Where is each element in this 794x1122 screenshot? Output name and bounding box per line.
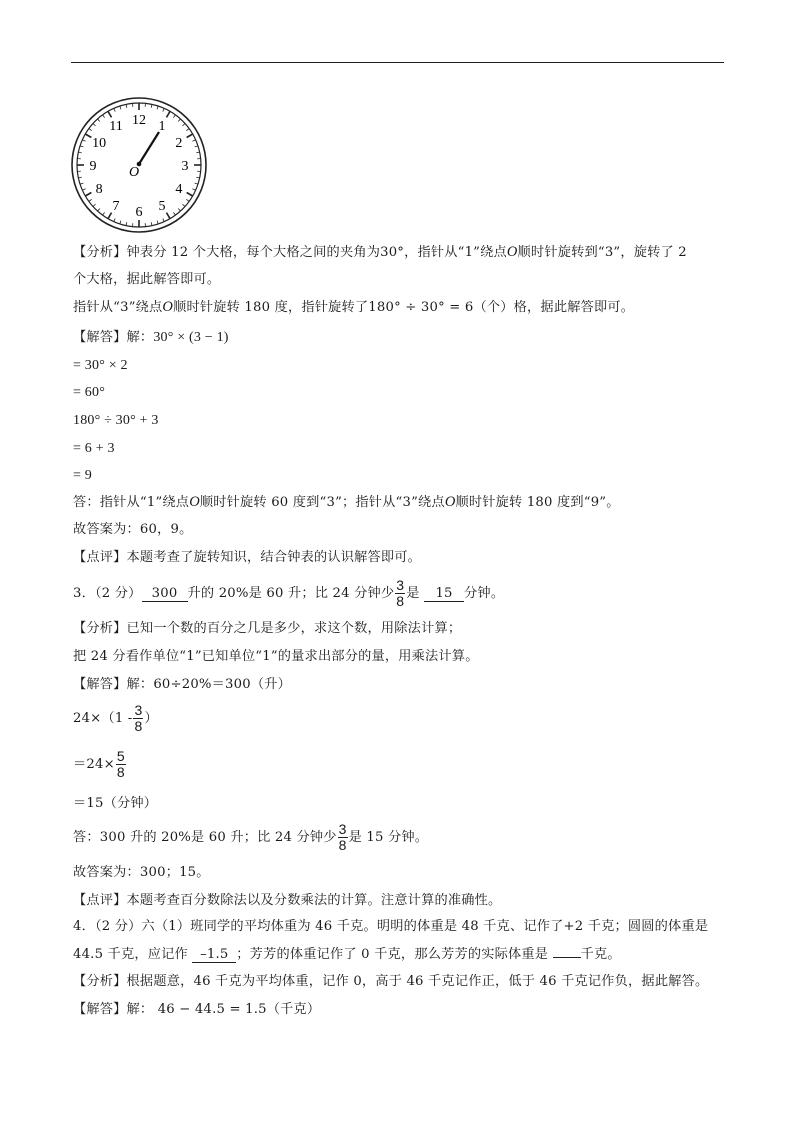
q4-blank-2 (553, 957, 581, 958)
q3-answer: 答：300 升的 20%是 60 升；比 24 分钟少 $\frac{3}{8}$ 是 15 分钟。 (73, 821, 429, 853)
q3-blank-2: 15 (424, 586, 464, 602)
clock-minor-tick (82, 189, 85, 190)
q3-analysis-line-2: 把 24 分看作单位“1”已知单位“1”的量求出部分的量，用乘法计算。 (73, 649, 479, 664)
clock-minor-tick (182, 204, 185, 206)
q2-solution-line-4: 180° ÷ 30° + 3 (73, 413, 159, 428)
clock-minor-tick (192, 140, 195, 141)
clock-hand (139, 132, 159, 164)
clock-number-7: 7 (112, 198, 120, 214)
q3-stem: 3．（2 分） 300 升的 20%是 60 升；比 24 分钟少 $\frac{3}{8}$ 是 15 分钟。 (73, 577, 505, 609)
clock-major-tick (187, 193, 193, 197)
clock-minor-tick (114, 218, 115, 221)
q2-analysis-line-1: 【分析】钟表分 12 个大格，每个大格之间的夹角为30°，指针从“1”绕点O顺时针旋转到“3”，旋转了 2 (73, 244, 687, 260)
clock-minor-tick (196, 177, 199, 178)
clock-minor-tick (98, 119, 100, 122)
clock-minor-tick (89, 199, 92, 201)
q2-solution-line-1: 【解答】解：30° × (3 − 1) (73, 330, 229, 345)
q3-solution-line-2: 24×（1 - $\frac{3}{8}$ ） (73, 702, 158, 734)
clock-major-tick (167, 111, 171, 117)
clock-minor-tick (98, 208, 100, 211)
clock-minor-tick (157, 221, 158, 224)
clock-number-10: 10 (92, 136, 107, 151)
clock-major-tick (108, 111, 112, 117)
clock-minor-tick (80, 183, 83, 184)
clock-minor-tick (192, 189, 195, 190)
clock-minor-tick (120, 221, 121, 224)
clock-number-3: 3 (181, 159, 189, 174)
clock-minor-tick (93, 204, 96, 206)
q3-comment: 【点评】本题考查百分数除法以及分数乘法的计算。注意计算的准确性。 (73, 893, 502, 908)
clock-minor-tick (163, 108, 164, 111)
q3-solution-line-4: ＝15（分钟） (73, 796, 158, 811)
clock-figure (70, 96, 208, 234)
clock-minor-tick (173, 115, 175, 118)
q3-solution-line-3: ＝24× $\frac{5}{8}$ (73, 748, 125, 780)
clock-minor-tick (178, 119, 180, 122)
q3-final-answer: 故答案为：300；15。 (73, 865, 210, 880)
clock-minor-tick (196, 152, 199, 153)
clock-minor-tick (78, 152, 81, 153)
q3-solution-line-1: 【解答】解：60÷20%＝300（升） (73, 677, 291, 692)
clock-minor-tick (151, 222, 152, 225)
q2-final-answer: 故答案为：60，9。 (73, 522, 193, 537)
q2-solution-line-6: = 9 (73, 468, 92, 483)
clock-number-6: 6 (135, 205, 143, 220)
clock-minor-tick (186, 199, 189, 201)
q4-stem-line-1: 4．（2 分）六（1）班同学的平均体重为 46 千克。明明的体重是 48 千克、记作了+2 千克；圆圆的体重是 (73, 919, 709, 934)
clock-number-1: 1 (158, 119, 166, 135)
clock-minor-tick (103, 115, 105, 118)
q2-analysis-line-2: 个大格，据此解答即可。 (73, 272, 221, 287)
clock-minor-tick (78, 177, 81, 178)
clock-minor-tick (151, 104, 152, 107)
clock-minor-tick (178, 208, 180, 211)
clock-minor-tick (126, 222, 127, 225)
clock-number-2: 2 (175, 136, 183, 151)
clock-minor-tick (93, 124, 96, 126)
clock-minor-tick (114, 108, 115, 111)
clock-minor-tick (120, 106, 121, 109)
clock-number-12: 12 (132, 113, 146, 128)
clock-major-tick (108, 213, 112, 219)
q3-solution-fraction-2: $\frac{5}{8}$ (116, 748, 125, 780)
header-rule (71, 62, 724, 63)
q4-stem-line-2: 44.5 千克，应记作 –1.5 ；芳芳的体重记作了 0 千克，那么芳芳的实际体重是 千克。 (73, 947, 621, 962)
clock-minor-tick (103, 212, 105, 215)
clock-minor-tick (186, 129, 189, 131)
q3-fraction: $\frac{3}{8}$ (396, 577, 405, 609)
clock-minor-tick (126, 104, 127, 107)
clock-major-tick (167, 213, 171, 219)
q2-comment: 【点评】本题考查了旋转知识，结合钟表的认识解答即可。 (73, 550, 422, 565)
clock-major-tick (187, 134, 193, 138)
q4-solution: 【解答】解： 46 − 44.5 = 1.5（千克） (73, 1002, 321, 1017)
q3-solution-fraction: $\frac{3}{8}$ (134, 702, 143, 734)
q3-blank-1: 300 (142, 586, 188, 602)
q4-blank-1: –1.5 (192, 947, 236, 963)
clock-number-9: 9 (89, 159, 97, 174)
clock-minor-tick (182, 124, 185, 126)
clock-number-11: 11 (109, 119, 123, 135)
q3-answer-fraction: $\frac{3}{8}$ (338, 821, 347, 853)
q2-solution-line-5: = 6 + 3 (73, 441, 115, 456)
q2-solution-line-2: = 30° × 2 (73, 358, 128, 373)
clock-minor-tick (195, 183, 198, 184)
clock-minor-tick (157, 106, 158, 109)
clock-minor-tick (163, 218, 164, 221)
q2-solution-line-3: = 60° (73, 385, 105, 400)
clock-number-8: 8 (95, 182, 103, 197)
clock-minor-tick (173, 212, 175, 215)
clock-major-tick (85, 193, 91, 197)
clock-minor-tick (80, 146, 83, 147)
q2-analysis-line-3: 指针从“3”绕点O顺时针旋转 180 度，指针旋转了180° ÷ 30° = 6（个）格，据此解答即可。 (73, 299, 635, 315)
clock-center-label: O (129, 165, 140, 180)
clock-minor-tick (82, 140, 85, 141)
clock-number-5: 5 (158, 198, 166, 214)
q4-analysis: 【分析】根据题意，46 千克为平均体重，记作 0，高于 46 千克记作正，低于 46 千克记作负，据此解答。 (73, 974, 709, 989)
q2-answer: 答：指针从“1”绕点O顺时针旋转 60 度到“3”；指针从“3”绕点O顺时针旋转 180 度到“9”。 (73, 494, 620, 510)
q3-analysis-line-1: 【分析】已知一个数的百分之几是多少，求这个数，用除法计算； (73, 621, 462, 636)
clock-minor-tick (195, 146, 198, 147)
clock-number-4: 4 (175, 182, 183, 197)
clock-major-tick (85, 134, 91, 138)
clock-minor-tick (89, 129, 92, 131)
